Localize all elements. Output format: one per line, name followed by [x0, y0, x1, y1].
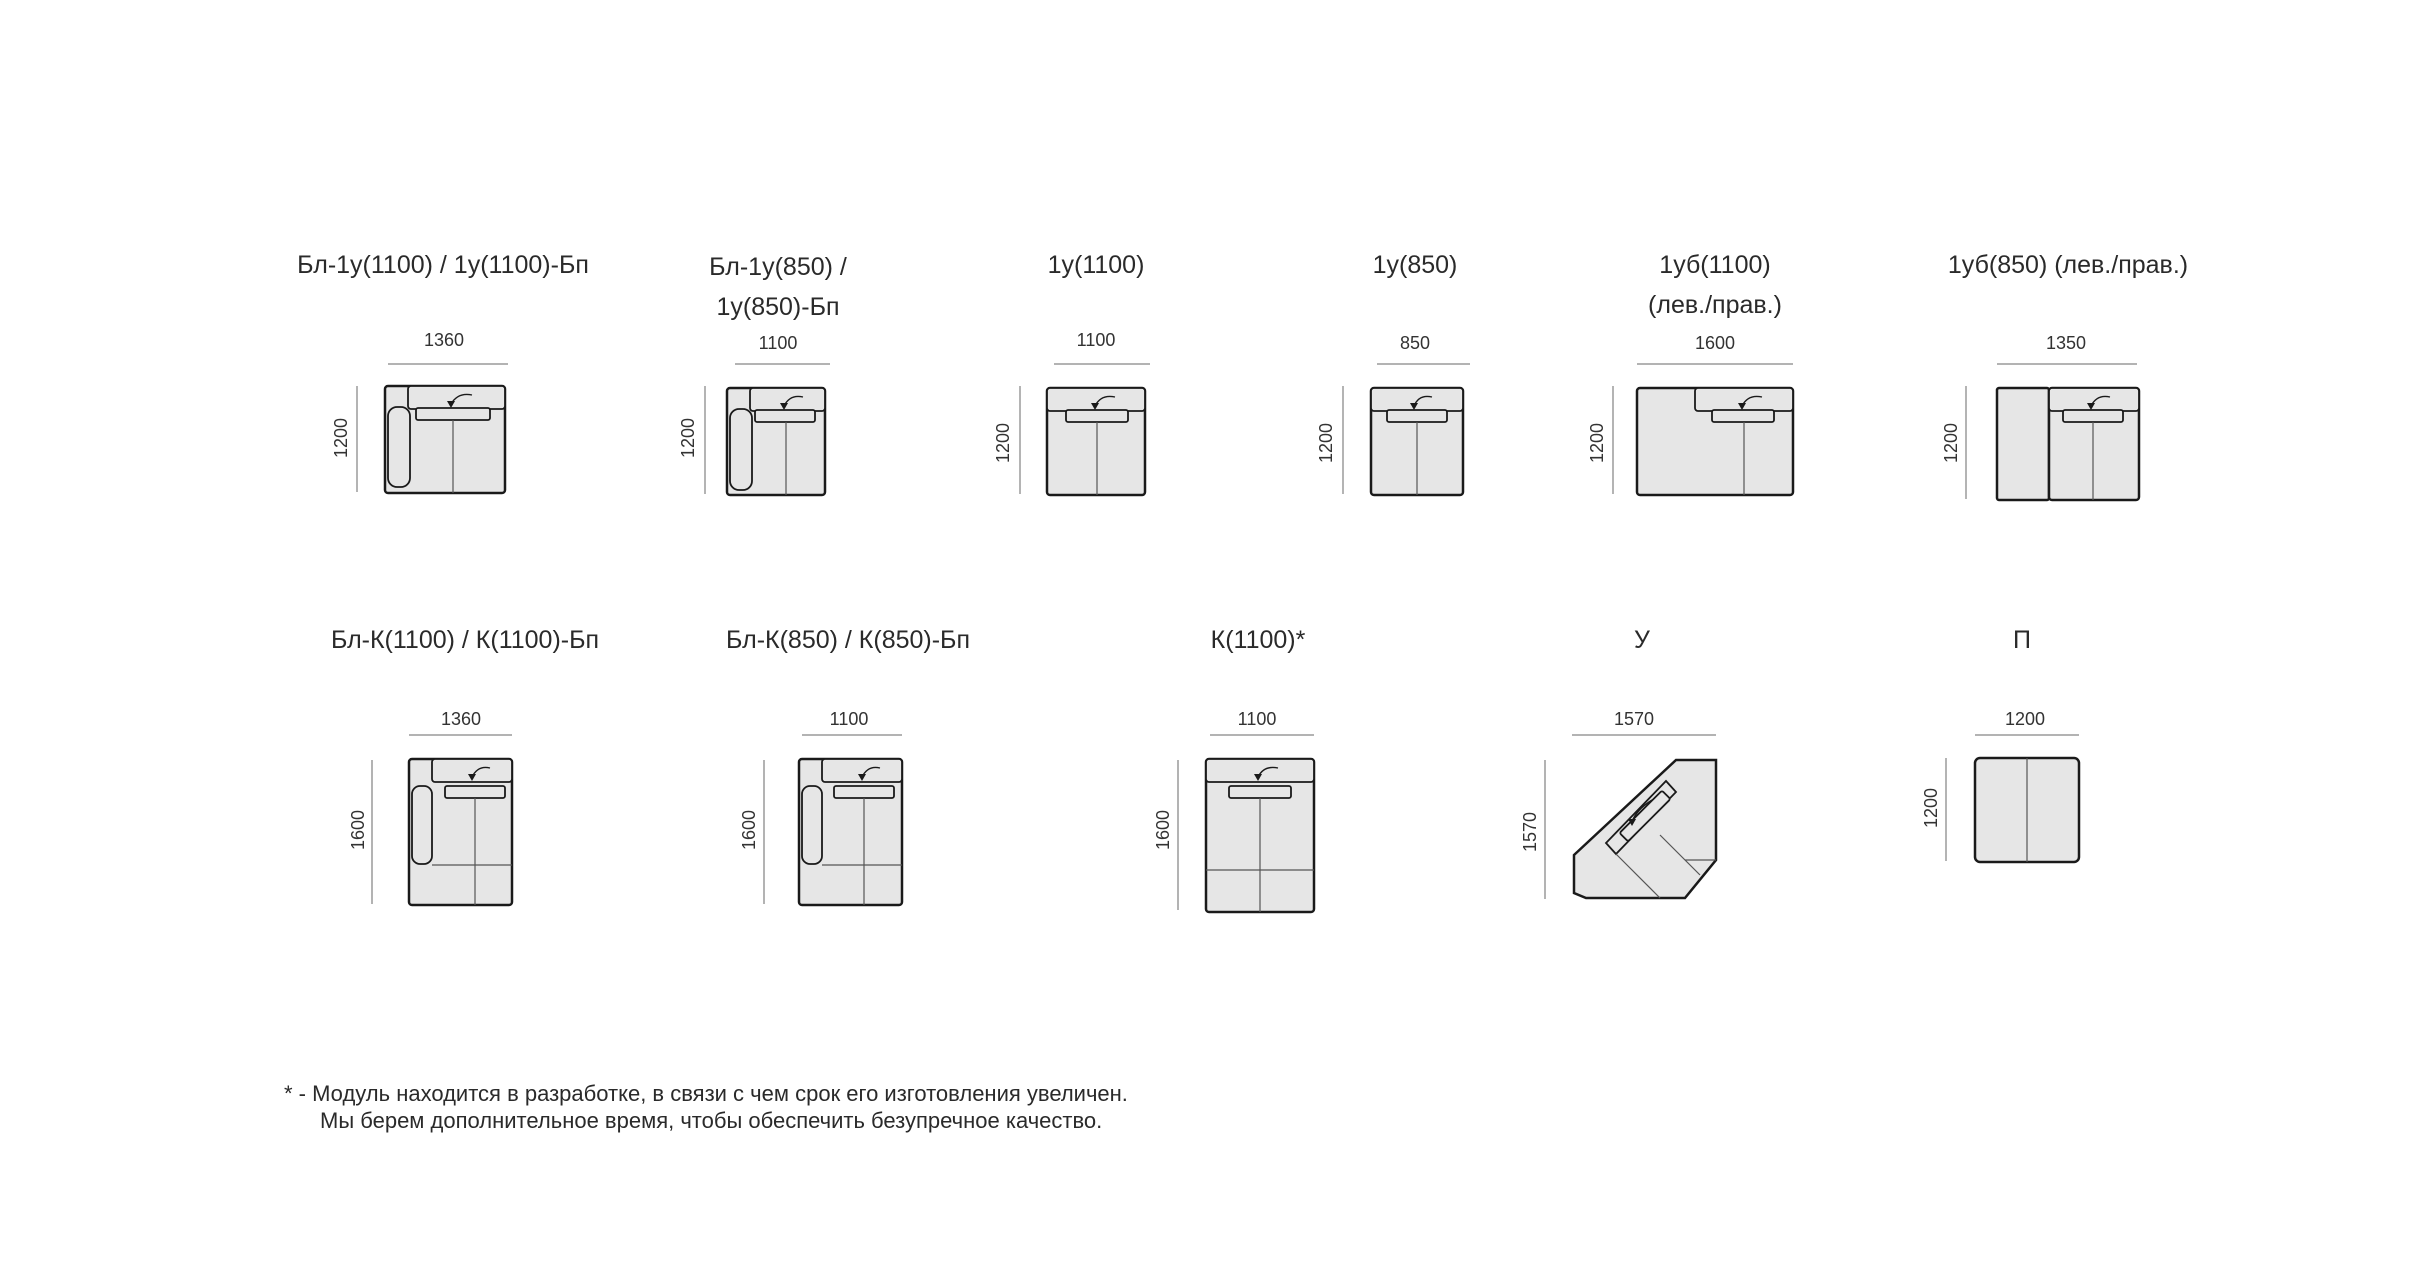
width-label-p: 1200 — [2004, 709, 2046, 729]
module-shape-bl-k-850 — [764, 735, 902, 905]
module-shape-1ub-1100 — [1613, 364, 1793, 495]
module-title-bl-k-1100: Бл-К(1100) / К(1100)-Бп — [330, 626, 600, 654]
height-label-bl-1u-1100: 1200 — [331, 417, 351, 459]
module-shape-k-1100 — [1178, 735, 1314, 912]
module-shape-1ub-850 — [1966, 364, 2139, 500]
width-label-bl-k-850: 1100 — [829, 709, 869, 729]
height-label-bl-k-850: 1600 — [739, 809, 759, 851]
module-title-p: П — [2013, 626, 2031, 654]
width-label-1u-850: 850 — [1399, 333, 1431, 353]
module-shape-1u-850 — [1343, 364, 1470, 495]
width-label-1u-1100: 1100 — [1076, 330, 1116, 350]
module-shape-p — [1946, 735, 2079, 862]
module-title-1u-850: 1у(850) — [1372, 251, 1458, 279]
height-label-1ub-1100: 1200 — [1587, 422, 1607, 464]
height-label-1ub-850: 1200 — [1941, 422, 1961, 464]
height-label-bl-k-1100: 1600 — [348, 809, 368, 851]
height-label-u: 1570 — [1520, 811, 1540, 853]
height-label-bl-1u-850: 1200 — [678, 417, 698, 459]
width-label-bl-1u-850: 1100 — [758, 333, 798, 353]
width-label-1ub-850: 1350 — [2045, 333, 2087, 353]
module-title-bl-1u-850: Бл-1у(850) / 1у(850)-Бп — [709, 253, 847, 321]
module-shape-u — [1545, 735, 1716, 899]
module-title-1ub-850: 1уб(850) (лев./прав.) — [1947, 251, 2189, 279]
module-title-bl-k-850: Бл-К(850) / К(850)-Бп — [726, 626, 970, 654]
footnote-line-2: Мы берем дополнительное время, чтобы обеспечить безупречное качество. — [320, 1108, 1103, 1133]
module-title-u: У — [1634, 626, 1650, 654]
height-label-1u-1100: 1200 — [993, 422, 1013, 464]
module-title-bl-1u-1100: Бл-1у(1100) / 1у(1100)-Бп — [297, 251, 589, 279]
module-shape-1u-1100 — [1020, 364, 1150, 495]
module-shape-bl-1u-1100 — [357, 364, 508, 493]
height-label-p: 1200 — [1921, 787, 1941, 829]
footnote-line-1: * - Модуль находится в разработке, в связи с чем срок его изготовления увеличен. — [284, 1081, 1128, 1106]
module-shape-bl-1u-850 — [705, 364, 830, 495]
width-label-k-1100: 1100 — [1237, 709, 1277, 729]
module-title-1ub-1100: 1уб(1100) (лев./прав.) — [1648, 251, 1782, 319]
footnote — [284, 1080, 1128, 1134]
width-label-bl-1u-1100: 1360 — [423, 330, 465, 350]
height-label-k-1100: 1600 — [1153, 809, 1173, 851]
height-label-1u-850: 1200 — [1316, 422, 1336, 464]
width-label-1ub-1100: 1600 — [1694, 333, 1736, 353]
module-title-1u-1100: 1у(1100) — [1047, 251, 1145, 279]
width-label-u: 1570 — [1613, 709, 1655, 729]
module-title-k-1100: К(1100)* — [1210, 626, 1306, 654]
width-label-bl-k-1100: 1360 — [440, 709, 482, 729]
module-shape-bl-k-1100 — [372, 735, 512, 905]
